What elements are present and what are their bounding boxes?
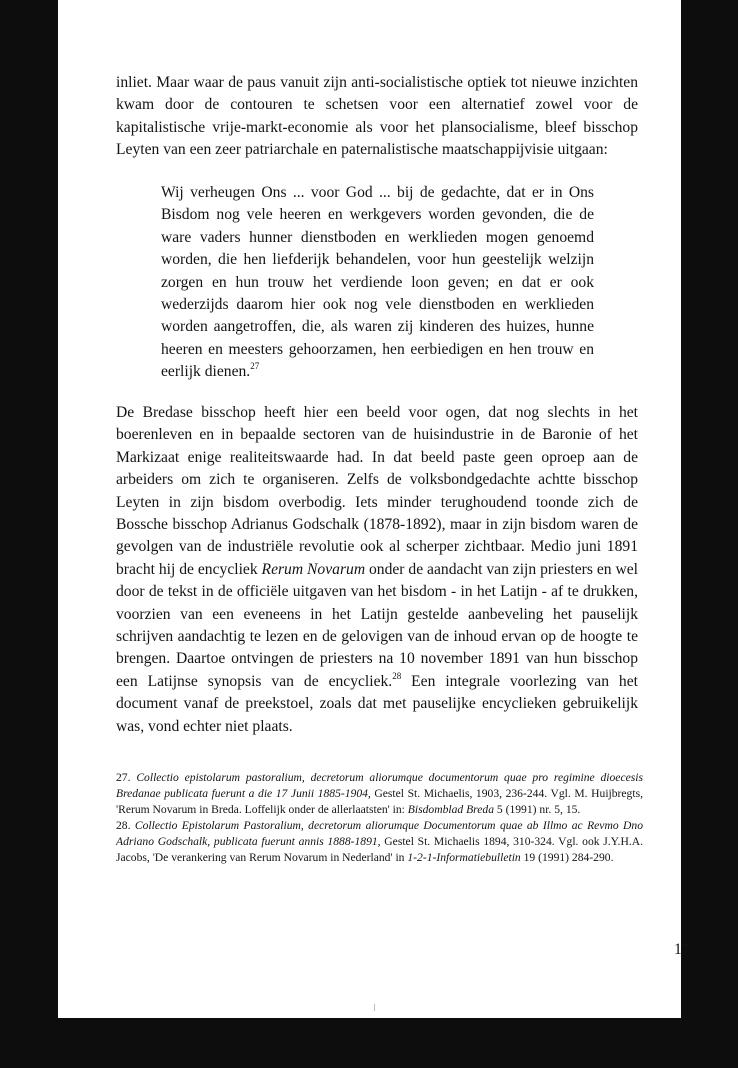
footnote-text-end: 5 (1991) nr. 5, 15. (496, 802, 581, 816)
encyclical-title: Rerum Novarum (261, 560, 366, 578)
footnote-source: 1-2-1-Informatiebulletin (407, 850, 521, 864)
paragraph-body (116, 402, 638, 738)
footnote-ref-28: 28 (392, 670, 402, 681)
footnote-number: 28. (116, 818, 131, 832)
scan-speck (374, 1004, 375, 1011)
footnote-title: Collectio epistolarum pastoralium, decretorum aliorumque documentorum quae pro regimine dioecesis Bredanae publicata fuerunt a die 17 Junii 1885-1904, (116, 771, 643, 800)
paragraph-intro (116, 72, 638, 162)
paragraph-body-text (116, 402, 638, 738)
footnote-title: Collectio Epistolarum Pastoralium, decretorum aliorumque Documentorum quae ab Illmo ac Revmo Dno Adriano Godschalk, publicata fuerunt annis 1888-1891, (116, 818, 643, 848)
block-quote-paragraph (161, 182, 594, 384)
paragraph-body-part1: De Bredase bisschop heeft hier een beeld voor ogen, dat nog slechts in het boerenleven en in bepaalde sectoren van de huisindustrie in de Baronie of het Markizaat enige realiteitswaarde had. In dat beeld paste geen oproep aan de arbeiders om zich te organiseren. Zelfs de volksbondgedachte achtte bisschop Leyten in zijn bisdom overbodig. Iets minder terughoudend toonde zich de Bossche bisschop Adrianus Godschalk (1878-1892), maar in zijn bisdom waren de gevolgen van de industriële revolutie ook al scherper zichtbaar. Medio juni 1891 bracht hij de encycliek (116, 404, 638, 578)
footnote-text: Gestel St. Michaelis 1894, 310-324. Vgl. ook J.Y.H.A. Jacobs, 'De verankering van Rerum Novarum in Nederland' in (116, 834, 643, 864)
footnote-text-end: 19 (1991) 284-290. (523, 850, 614, 864)
scan-border-right (681, 0, 738, 1068)
page-number: 17 (674, 941, 690, 958)
page (58, 0, 690, 1018)
paragraph-body-part3: Een integrale voorlezing van het document vanaf de preekstoel, zoals dat met pauselijke encyclieken gebruikelijk was, vond echter niet plaats. (116, 672, 638, 735)
footnote-ref-27: 27 (250, 361, 260, 372)
scan-border-bottom (0, 1018, 738, 1068)
footnote-27 (116, 770, 643, 818)
scan-border-left (0, 0, 58, 1068)
paragraph-body-part2: onder de aandacht van zijn priesters en wel door de tekst in de officiële uitgaven van het bisdom - in het Latijn - af te drukken, voorzien van een eveneens in het Latijn gestelde aanbeveling het pauselijk schrijven aandachtig te lezen en de gelovigen van de inhoud ervan op de hoogte te brengen. Daartoe ontvingen de priesters na 10 november 1891 van hun bisschop een Latijnse synopsis van de encycliek. (116, 560, 638, 690)
footnote-text: Gestel St. Michaelis, 1903, 236-244. Vgl. M. Huijbregts, 'Rerum Novarum in Breda. Loffelijk onder de allerlaatsten' in: (116, 786, 643, 816)
block-quote-text: Wij verheugen Ons ... voor God ... bij de gedachte, dat er in Ons Bisdom nog vele heeren en werkgevers worden gevonden, die de ware vaders hunner dienstboden en werklieden mogen genoemd worden, die hen liefderijk behandelen, voor hun geestelijk welzijn zorgen en hun trouw het verdiende loon geven; en dat er ook wederzijds daarom hier ook nog vele dienstboden en werklieden worden aangetroffen, die, als waren zij kinderen des huizes, hunne heeren en meesters gehoorzamen, hen eerbiedigen en hen trouw en eerlijk dienen. (161, 184, 594, 381)
paragraph-intro-text: inliet. Maar waar de paus vanuit zijn anti-socialistische optiek tot nieuwe inzichten kwam door de contouren te schetsen voor een alternatief zowel voor de kapitalistische vrije-markt-economie als voor het plansocialisme, bleef bisschop Leyten van een zeer patriarchale en paternalistische maatschappijvisie uitgaan: (116, 74, 638, 159)
footnote-28 (116, 818, 643, 866)
footnotes (116, 770, 643, 865)
footnote-number: 27. (116, 771, 131, 784)
footnote-source: Bisdomblad Breda (407, 802, 494, 816)
block-quote (161, 182, 594, 384)
